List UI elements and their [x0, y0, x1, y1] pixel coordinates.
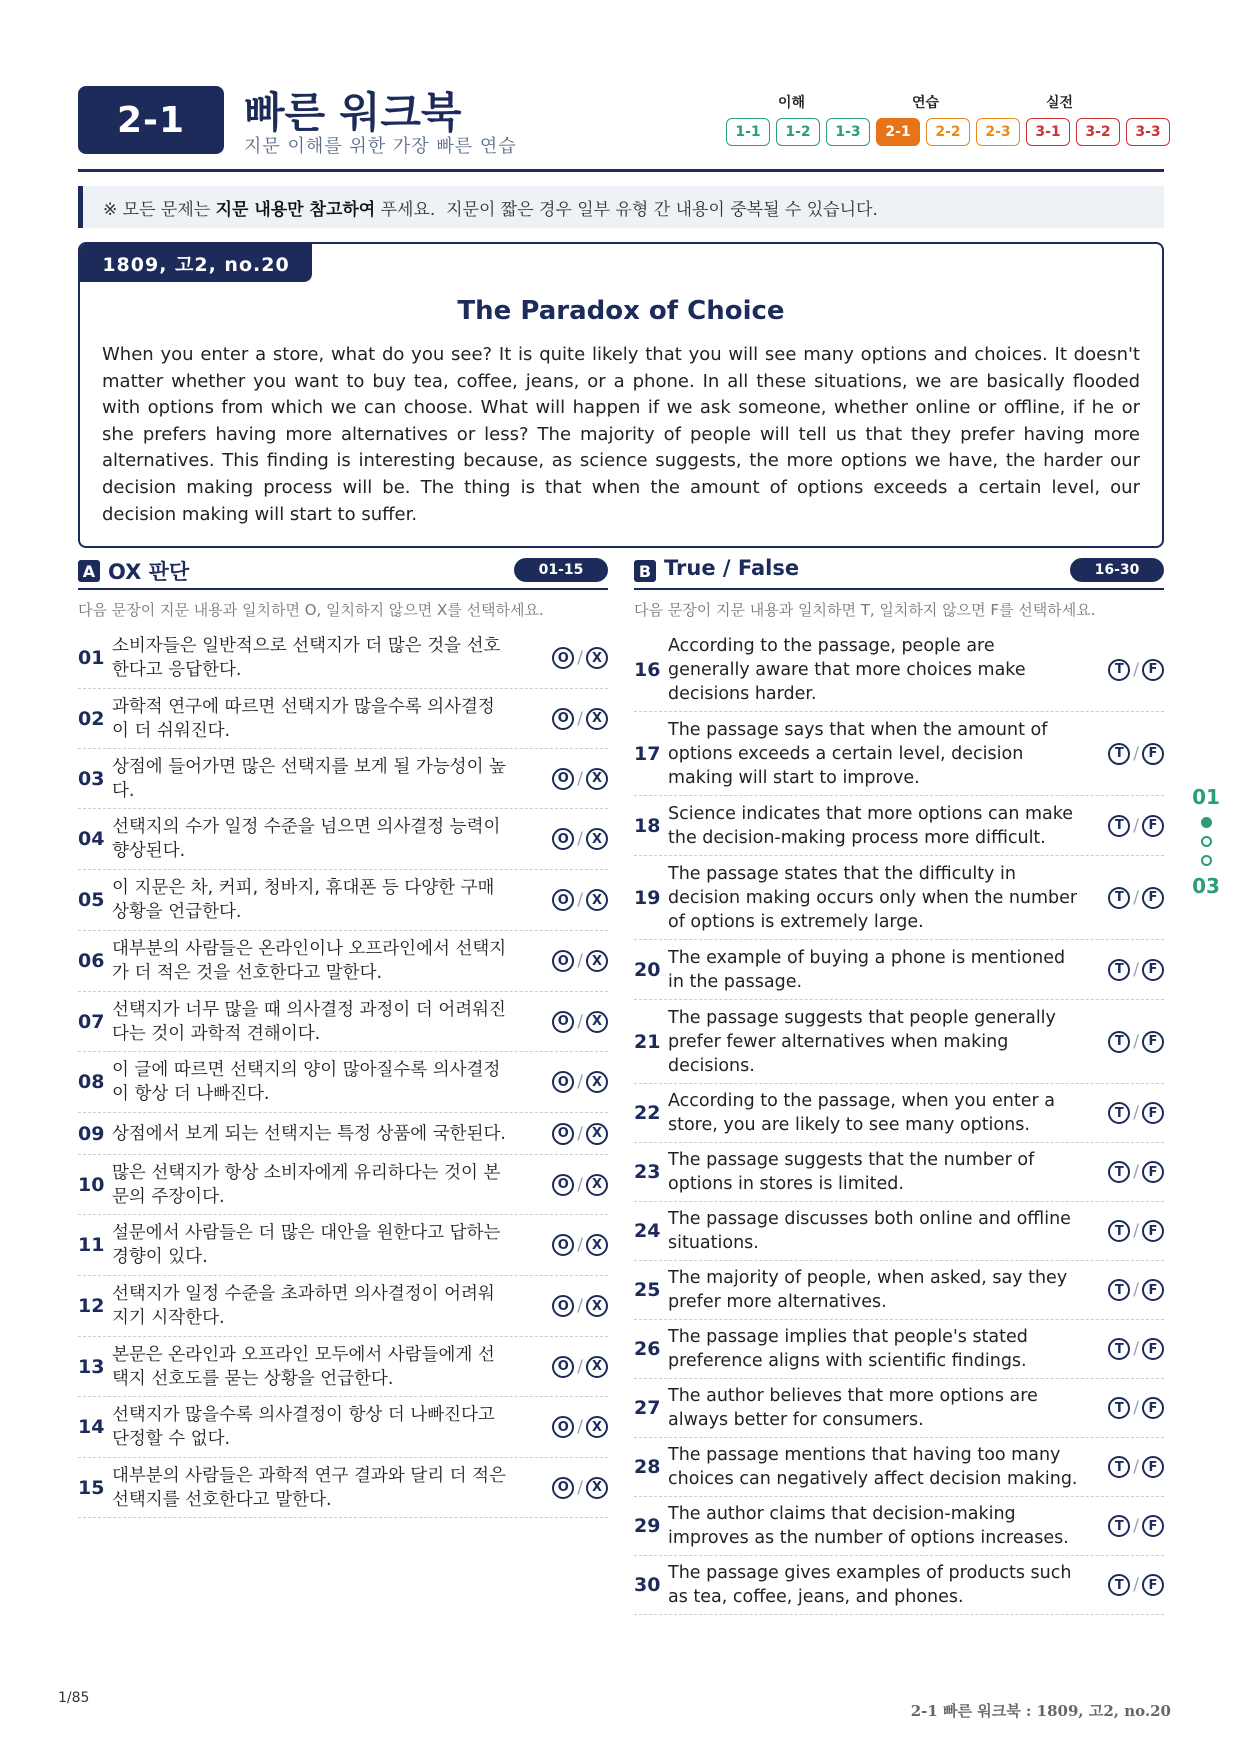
choice-f-button[interactable]: F — [1142, 1574, 1164, 1596]
choice-f-button[interactable]: F — [1142, 1279, 1164, 1301]
question-text: According to the passage, people are generally aware that more choices make decisions harder. — [668, 635, 1026, 704]
choice-f-button[interactable]: F — [1142, 887, 1164, 909]
choice-separator: / — [1133, 887, 1139, 908]
question-text: 상점에 들어가면 많은 선택지를 보게 될 가능성이 높 다. — [112, 756, 506, 801]
answer-choices — [552, 708, 608, 730]
answer-choices — [552, 1416, 608, 1438]
answer-choices — [1108, 1574, 1164, 1596]
question-row — [78, 689, 608, 749]
choice-t-button[interactable]: T — [1108, 1279, 1130, 1301]
passage-source: 1809, 고2, no.20 — [80, 244, 312, 282]
choice-x-button[interactable]: X — [586, 1416, 608, 1438]
level-button-2-3[interactable]: 2-3 — [976, 118, 1020, 146]
choice-o-button[interactable]: O — [552, 1234, 574, 1256]
question-number: 23 — [634, 1161, 661, 1183]
question-text: 설문에서 사람들은 더 많은 대안을 원한다고 답하는 경향이 있다. — [112, 1223, 501, 1267]
question-row — [78, 1215, 608, 1276]
answer-choices — [552, 1123, 608, 1145]
question-text: 과학적 연구에 따르면 선택지가 많을수록 의사결정 이 더 쉬워진다. — [112, 696, 495, 741]
choice-separator: / — [1133, 1457, 1139, 1477]
choice-separator: / — [1133, 815, 1139, 836]
section-a-instruction: 다음 문장이 지문 내용과 일치하면 O, 일치하지 않으면 X를 선택하세요. — [78, 601, 544, 619]
question-text: The author claims that decision-making improves as the number of options increases. — [668, 1504, 1069, 1548]
answer-choices — [552, 889, 608, 911]
indicator-dot-3[interactable] — [1201, 855, 1212, 866]
passage-box — [78, 242, 1164, 548]
choice-t-button[interactable]: T — [1108, 1102, 1130, 1124]
choice-x-button[interactable]: X — [586, 768, 608, 790]
question-number: 22 — [634, 1102, 661, 1124]
question-row — [78, 931, 608, 992]
question-text: 선택지의 수가 일정 수준을 넘으면 의사결정 능력이 향상된다. — [112, 817, 501, 861]
question-number: 17 — [634, 742, 661, 765]
question-row — [634, 1084, 1164, 1143]
question-text: The passage suggests that people generally prefer fewer alternatives when making decisions. — [668, 1007, 1056, 1076]
choice-o-button[interactable]: O — [552, 1416, 574, 1438]
answer-choices — [1108, 815, 1164, 837]
level-button-2-2[interactable]: 2-2 — [926, 118, 970, 146]
level-button-3-1[interactable]: 3-1 — [1026, 118, 1070, 146]
question-text: 많은 선택지가 항상 소비자에게 유리하다는 것이 본 문의 주장이다. — [112, 1162, 501, 1207]
question-text: According to the passage, when you enter a store, you are likely to see many options. — [668, 1091, 1055, 1135]
question-text: 대부분의 사람들은 온라인이나 오프라인에서 선택지 가 더 적은 것을 선호한다고 말한다. — [112, 939, 507, 983]
choice-f-button[interactable]: F — [1142, 1338, 1164, 1360]
answer-choices — [552, 1174, 608, 1196]
choice-separator: / — [577, 890, 583, 910]
question-number: 06 — [78, 950, 105, 972]
indicator-end: 03 — [1192, 874, 1220, 898]
page-subtitle: 지문 이해를 위한 가장 빠른 연습 — [244, 136, 517, 157]
passage-text: When you enter a store, what do you see? It is quite likely that you will see many options and choices. It doesn't matter whether you want to buy tea, coffee, jeans, or a phone. In all these situations, we are basically flooded with options from which we can choose. What will happen if we ask someone, whether online or offline, if he or she prefers having more alternatives or less? The majority of people will tell us that they prefer having more alternatives. This finding is interesting because, as science suggests, the more options we have, the harder our decision making process will be. The thing is that when the amount of options exceeds a certain level, our decision making will start to suffer. — [102, 344, 1140, 525]
choice-x-button[interactable]: X — [586, 1295, 608, 1317]
indicator-dot-2[interactable] — [1201, 836, 1212, 847]
level-button-2-1[interactable]: 2-1 — [876, 118, 920, 146]
question-number: 08 — [78, 1071, 105, 1093]
choice-x-button[interactable]: X — [586, 708, 608, 730]
level-button-3-2[interactable]: 3-2 — [1076, 118, 1120, 146]
choice-separator: / — [577, 1477, 583, 1498]
workbook-badge: 2-1 — [78, 86, 224, 154]
question-text: The passage says that when the amount of options exceeds a certain level, decision making will start to improve. — [668, 719, 1048, 788]
choice-x-button[interactable]: X — [586, 1011, 608, 1033]
choice-o-button[interactable]: O — [552, 647, 574, 669]
question-row — [634, 1320, 1164, 1379]
question-number: 16 — [634, 658, 661, 681]
question-number: 18 — [634, 814, 661, 837]
choice-o-button[interactable]: O — [552, 1071, 574, 1093]
question-text: 본문은 온라인과 오프라인 모두에서 사람들에게 선 택지 선호도를 묻는 상황을 언급한다. — [112, 1344, 495, 1389]
choice-o-button[interactable]: O — [552, 1477, 574, 1499]
question-number: 21 — [634, 1030, 661, 1053]
answer-choices — [1108, 659, 1164, 681]
indicator-dot-1[interactable] — [1201, 817, 1212, 828]
question-text: The passage suggests that the number of options in stores is limited. — [668, 1150, 1035, 1194]
choice-separator: / — [1133, 959, 1139, 980]
question-number: 01 — [78, 647, 105, 669]
answer-choices — [1108, 1279, 1164, 1301]
section-a-range: 01-15 — [514, 558, 608, 582]
header-divider — [78, 169, 1164, 172]
choice-f-button[interactable]: F — [1142, 959, 1164, 981]
question-number: 09 — [78, 1122, 105, 1145]
page-number: 1/85 — [58, 1690, 90, 1706]
choice-x-button[interactable]: X — [586, 1123, 608, 1145]
notice-suffix: 푸세요. 지문이 짧은 경우 일부 유형 간 내용이 중복될 수 있습니다. — [375, 199, 878, 220]
question-row — [634, 796, 1164, 856]
choice-x-button[interactable]: X — [586, 1174, 608, 1196]
question-number: 20 — [634, 958, 661, 981]
question-row — [78, 749, 608, 809]
question-row — [78, 1397, 608, 1458]
level-button-1-3[interactable]: 1-3 — [826, 118, 870, 146]
question-number: 14 — [78, 1416, 105, 1438]
choice-f-button[interactable]: F — [1142, 1456, 1164, 1478]
question-number: 28 — [634, 1456, 661, 1478]
question-number: 25 — [634, 1279, 661, 1301]
choice-separator: / — [1133, 1162, 1139, 1182]
choice-separator: / — [1133, 1221, 1139, 1241]
question-number: 26 — [634, 1338, 661, 1360]
choice-t-button[interactable]: T — [1108, 1397, 1130, 1419]
choice-t-button[interactable]: T — [1108, 1220, 1130, 1242]
choice-o-button[interactable]: O — [552, 1011, 574, 1033]
section-a-title: OX 판단 — [108, 560, 190, 584]
question-number: 03 — [78, 767, 105, 790]
choice-separator: / — [1133, 743, 1139, 764]
section-b-title: True / False — [664, 556, 800, 580]
question-row — [634, 1261, 1164, 1320]
choice-t-button[interactable]: T — [1108, 743, 1130, 765]
question-row — [78, 1113, 608, 1155]
choice-x-button[interactable]: X — [586, 1071, 608, 1093]
question-row — [78, 809, 608, 870]
question-text: The example of buying a phone is mentioned in the passage. — [668, 947, 1066, 992]
choice-t-button[interactable]: T — [1108, 1338, 1130, 1360]
choice-separator: / — [577, 768, 583, 789]
choice-x-button[interactable]: X — [586, 647, 608, 669]
choice-x-button[interactable]: X — [586, 950, 608, 972]
choice-separator: / — [577, 708, 583, 729]
question-row — [634, 1379, 1164, 1438]
question-text: The majority of people, when asked, say they prefer more alternatives. — [668, 1268, 1068, 1312]
indicator-start: 01 — [1192, 785, 1220, 809]
choice-o-button[interactable]: O — [552, 1123, 574, 1145]
question-row — [634, 856, 1164, 940]
question-row — [78, 1276, 608, 1337]
choice-separator: / — [1133, 1103, 1139, 1123]
question-text: The passage gives examples of products such as tea, coffee, jeans, and phones. — [668, 1563, 1072, 1607]
passage-title: The Paradox of Choice — [457, 296, 785, 326]
answer-choices — [552, 647, 608, 669]
question-row — [634, 940, 1164, 1000]
question-row — [634, 1143, 1164, 1202]
question-number: 30 — [634, 1574, 661, 1596]
answer-choices — [1108, 887, 1164, 909]
question-row — [634, 1556, 1164, 1615]
question-number: 12 — [78, 1295, 105, 1317]
choice-separator: / — [1133, 1031, 1139, 1052]
level-button-1-2[interactable]: 1-2 — [776, 118, 820, 146]
question-row — [78, 1155, 608, 1215]
question-number: 02 — [78, 707, 105, 730]
question-row — [78, 628, 608, 689]
choice-x-button[interactable]: X — [586, 1234, 608, 1256]
choice-separator: / — [1133, 1280, 1139, 1300]
question-text: 대부분의 사람들은 과학적 연구 결과와 달리 더 적은 선택지를 선호한다고 말한다. — [112, 1465, 506, 1510]
choice-f-button[interactable]: F — [1142, 659, 1164, 681]
section-b-instruction: 다음 문장이 지문 내용과 일치하면 T, 일치하지 않으면 F를 선택하세요. — [634, 601, 1096, 619]
notice-prefix: ※ 모든 문제는 — [103, 199, 216, 220]
footer-title: 2-1 빠른 워크북 : 1809, 고2, no.20 — [910, 1702, 1171, 1720]
choice-separator: / — [577, 1417, 583, 1437]
question-number: 07 — [78, 1010, 105, 1033]
answer-choices — [552, 1356, 608, 1378]
question-text: Science indicates that more options can make the decision-making process more difficult. — [668, 803, 1074, 848]
choice-o-button[interactable]: O — [552, 828, 574, 850]
choice-separator: / — [577, 951, 583, 971]
answer-choices — [1108, 1220, 1164, 1242]
choice-t-button[interactable]: T — [1108, 1161, 1130, 1183]
answer-choices — [552, 828, 608, 850]
answer-choices — [552, 1011, 608, 1033]
choice-f-button[interactable]: F — [1142, 1031, 1164, 1053]
choice-f-button[interactable]: F — [1142, 743, 1164, 765]
choice-t-button[interactable]: T — [1108, 1515, 1130, 1537]
question-text: 이 글에 따르면 선택지의 양이 많아질수록 의사결정 이 항상 더 나빠진다. — [112, 1060, 501, 1104]
section-b-header — [634, 556, 1164, 588]
section-a-header — [78, 556, 608, 588]
choice-x-button[interactable]: X — [586, 828, 608, 850]
section-indicator — [1186, 785, 1226, 898]
choice-separator: / — [1133, 659, 1139, 680]
choice-o-button[interactable]: O — [552, 1174, 574, 1196]
section-b-divider — [634, 588, 1164, 590]
question-row — [634, 628, 1164, 712]
level-selector — [726, 92, 1176, 152]
question-number: 24 — [634, 1220, 661, 1242]
answer-choices — [552, 950, 608, 972]
choice-separator: / — [1133, 1339, 1139, 1359]
answer-choices — [552, 1477, 608, 1499]
choice-separator: / — [577, 1123, 583, 1144]
question-number: 10 — [78, 1173, 105, 1196]
choice-separator: / — [1133, 1575, 1139, 1595]
choice-f-button[interactable]: F — [1142, 1102, 1164, 1124]
choice-separator: / — [577, 1296, 583, 1316]
choice-separator: / — [577, 648, 583, 668]
answer-choices — [1108, 959, 1164, 981]
choice-t-button[interactable]: T — [1108, 815, 1130, 837]
instruction-notice — [78, 186, 1164, 228]
answer-choices — [552, 1234, 608, 1256]
choice-t-button[interactable]: T — [1108, 959, 1130, 981]
answer-choices — [1108, 1456, 1164, 1478]
question-text: 선택지가 많을수록 의사결정이 항상 더 나빠진다고 단정할 수 없다. — [112, 1405, 495, 1449]
question-number: 04 — [78, 828, 105, 850]
choice-x-button[interactable]: X — [586, 889, 608, 911]
answer-choices — [1108, 1102, 1164, 1124]
choice-separator: / — [577, 1356, 583, 1377]
question-number: 11 — [78, 1234, 105, 1256]
choice-f-button[interactable]: F — [1142, 1161, 1164, 1183]
choice-t-button[interactable]: T — [1108, 659, 1130, 681]
notice-bold: 지문 내용만 참고하여 — [215, 199, 376, 220]
choice-t-button[interactable]: T — [1108, 1456, 1130, 1478]
question-row — [634, 1497, 1164, 1556]
answer-choices — [1108, 1161, 1164, 1183]
answer-choices — [552, 1071, 608, 1093]
question-row — [78, 1052, 608, 1113]
question-number: 05 — [78, 889, 105, 911]
answer-choices — [552, 768, 608, 790]
section-a-divider — [78, 588, 608, 590]
question-text: 선택지가 일정 수준을 초과하면 의사결정이 어려워 지기 시작한다. — [112, 1284, 495, 1328]
level-button-3-3[interactable]: 3-3 — [1126, 118, 1170, 146]
answer-choices — [1108, 1397, 1164, 1419]
question-text: 상점에서 보게 되는 선택지는 특정 상품에 국한된다. — [112, 1123, 506, 1144]
question-text: 선택지가 너무 많을 때 의사결정 과정이 더 어려워진 다는 것이 과학적 견해이다. — [112, 999, 506, 1044]
choice-separator: / — [1133, 1516, 1139, 1536]
question-row — [78, 992, 608, 1052]
choice-o-button[interactable]: O — [552, 1295, 574, 1317]
level-category-practice: 연습 — [912, 95, 940, 111]
choice-separator: / — [1133, 1398, 1139, 1418]
question-number: 27 — [634, 1397, 661, 1419]
question-row — [634, 1202, 1164, 1261]
question-text: The author believes that more options are always better for consumers. — [668, 1386, 1038, 1430]
question-row — [634, 712, 1164, 796]
choice-x-button[interactable]: X — [586, 1356, 608, 1378]
answer-choices — [1108, 743, 1164, 765]
question-row — [78, 1458, 608, 1518]
question-row — [78, 870, 608, 931]
question-text: The passage discusses both online and offline situations. — [668, 1209, 1071, 1253]
answer-choices — [552, 1295, 608, 1317]
question-number: 29 — [634, 1515, 661, 1537]
choice-o-button[interactable]: O — [552, 708, 574, 730]
question-text: The passage mentions that having too many choices can negatively affect decision making. — [668, 1445, 1078, 1489]
choice-o-button[interactable]: O — [552, 950, 574, 972]
choice-o-button[interactable]: O — [552, 889, 574, 911]
question-text: The passage implies that people's stated preference aligns with scientific findings. — [668, 1327, 1028, 1371]
choice-o-button[interactable]: O — [552, 1356, 574, 1378]
choice-separator: / — [577, 1174, 583, 1195]
choice-separator: / — [577, 1235, 583, 1255]
page-title: 빠른 워크북 — [244, 88, 462, 137]
choice-t-button[interactable]: T — [1108, 1031, 1130, 1053]
level-button-1-1[interactable]: 1-1 — [726, 118, 770, 146]
question-text: 이 지문은 차, 커피, 청바지, 휴대폰 등 다양한 구매 상황을 언급한다. — [112, 878, 495, 922]
answer-choices — [1108, 1338, 1164, 1360]
level-category-real: 실전 — [1046, 95, 1074, 111]
answer-choices — [1108, 1515, 1164, 1537]
section-b-range: 16-30 — [1070, 558, 1164, 582]
choice-x-button[interactable]: X — [586, 1477, 608, 1499]
question-row — [78, 1337, 608, 1397]
choice-o-button[interactable]: O — [552, 768, 574, 790]
question-number: 13 — [78, 1355, 105, 1378]
choice-f-button[interactable]: F — [1142, 815, 1164, 837]
choice-separator: / — [577, 829, 583, 849]
question-text: The passage states that the difficulty in decision making occurs only when the number of options is extremely large. — [668, 863, 1078, 932]
choice-t-button[interactable]: T — [1108, 887, 1130, 909]
answer-choices — [1108, 1031, 1164, 1053]
question-text: 소비자들은 일반적으로 선택지가 더 많은 것을 선호 한다고 응답한다. — [112, 636, 501, 680]
choice-separator: / — [577, 1011, 583, 1032]
question-number: 19 — [634, 886, 661, 909]
choice-f-button[interactable]: F — [1142, 1397, 1164, 1419]
question-row — [634, 1438, 1164, 1497]
question-number: 15 — [78, 1476, 105, 1499]
choice-t-button[interactable]: T — [1108, 1574, 1130, 1596]
choice-separator: / — [577, 1072, 583, 1092]
choice-f-button[interactable]: F — [1142, 1220, 1164, 1242]
choice-f-button[interactable]: F — [1142, 1515, 1164, 1537]
section-b-letter: B — [634, 560, 656, 582]
section-a-letter: A — [78, 560, 100, 582]
level-category-understanding: 이해 — [778, 95, 806, 111]
question-row — [634, 1000, 1164, 1084]
